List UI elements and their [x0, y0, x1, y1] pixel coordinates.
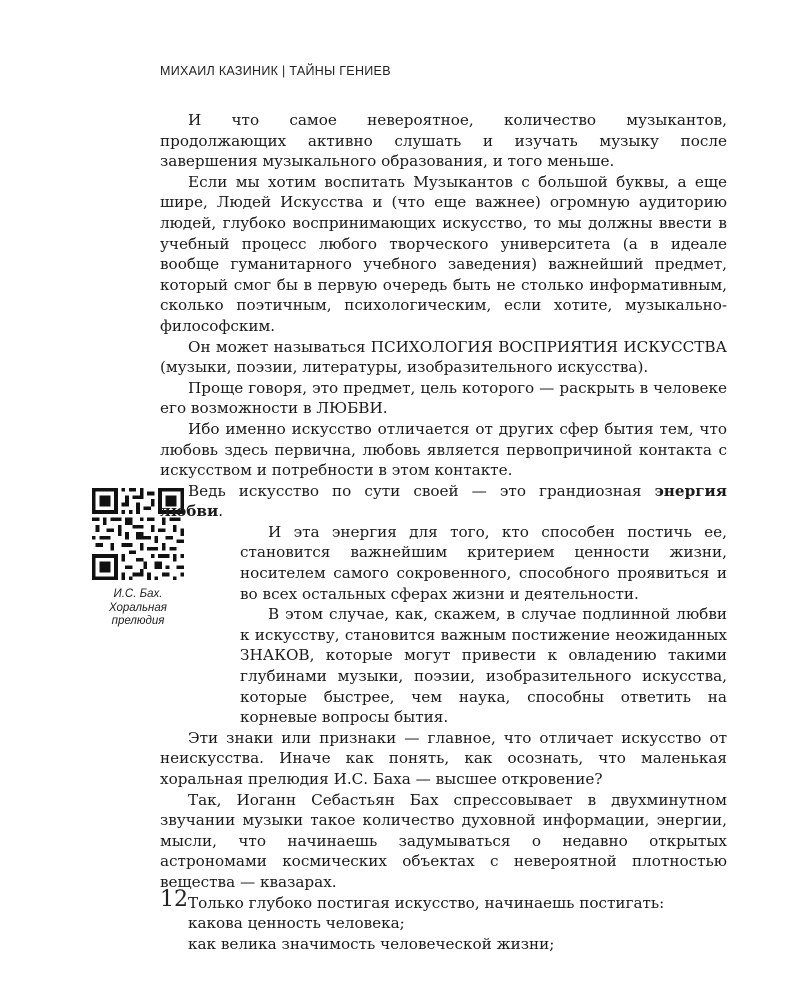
body-text: [160, 110, 727, 954]
paragraph: Так, Иоганн Себастьян Бах спрессовывает в двухминутном звучании музыки такое количество духовной информации, энергии, мысли, что начинаешь задумываться о недавно открытых астрономами космических объектах с невероятной плотностью вещества — квазарах.: [160, 790, 727, 891]
page-number: 12: [160, 887, 188, 912]
text-run: .: [218, 502, 224, 521]
bold-phrase: энергия любви: [160, 481, 727, 521]
caption-line: прелюдия: [111, 615, 165, 627]
paragraph: Если мы хотим воспитать Музыкантов с большой буквы, а еще шире, Людей Искусства и (что еще важнее) огромную аудиторию людей, глубоко воспринимающих искусство, то мы должны ввести в учебный процесс любого творческого университета (а в идеале вообще гуманитарного учебного заведения) важнейший предмет, который смог бы в первую очередь быть не столько информативным, сколько поэтичным, психологическим, если хотите, музыкально-философским.: [160, 172, 727, 335]
running-header: МИХАИЛ КАЗИНИК | ТАЙНЫ ГЕНИЕВ: [160, 64, 391, 78]
paragraph: В этом случае, как, скажем, в случае подлинной любви к искусству, становится важным постижение неожиданных ЗНАКОВ, которые могут привести к овладению такими глубинами музыки, поэзии, изобразительного искусства, которые быстрее, чем наука, способны ответить на корневые вопросы бытия.: [240, 605, 727, 727]
paragraph: [160, 481, 727, 522]
paragraph: Он может называться ПСИХОЛОГИЯ ВОСПРИЯТИЯ ИСКУССТВА (музыки, поэзии, литературы, изобразительного искусства).: [160, 337, 727, 377]
paragraph: И эта энергия для того, кто способен постичь ее, становится важнейшим критерием ценности жизни, носителем самого сокровенного, способного проявиться и во всех остальных сферах жизни и деятельности.: [240, 522, 727, 603]
caption-line: Хоральная: [109, 601, 167, 614]
paragraph: Эти знаки или признаки — главное, что отличает искусство от неискусства. Иначе как понять, как осознать, что маленькая хоральная прелюдия И.С. Баха — высшее откровение?: [160, 728, 727, 788]
text-run: Ведь искусство по сути своей — это грандиозная: [188, 481, 655, 500]
paragraph: Только глубоко постигая искусство, начинаешь постигать:: [188, 893, 665, 912]
wrapped-block: [240, 522, 727, 728]
paragraph: Ибо именно искусство отличается от других сфер бытия тем, что любовь здесь первична, любовь является первопричиной контакта с искусством и потребности в этом контакте.: [160, 419, 727, 480]
caption-line: И.С. Бах.: [113, 588, 163, 600]
list-line: как велика значимость человеческой жизни;: [188, 934, 555, 953]
list-line: какова ценность человека;: [188, 914, 405, 933]
paragraph: И что самое невероятное, количество музыкантов, продолжающих активно слушать и изучать музыку после завершения музыкального образования, и того меньше.: [160, 111, 727, 171]
paragraph: Проще говоря, это предмет, цель которого — раскрыть в человеке его возможности в ЛЮБВИ.: [160, 378, 727, 418]
